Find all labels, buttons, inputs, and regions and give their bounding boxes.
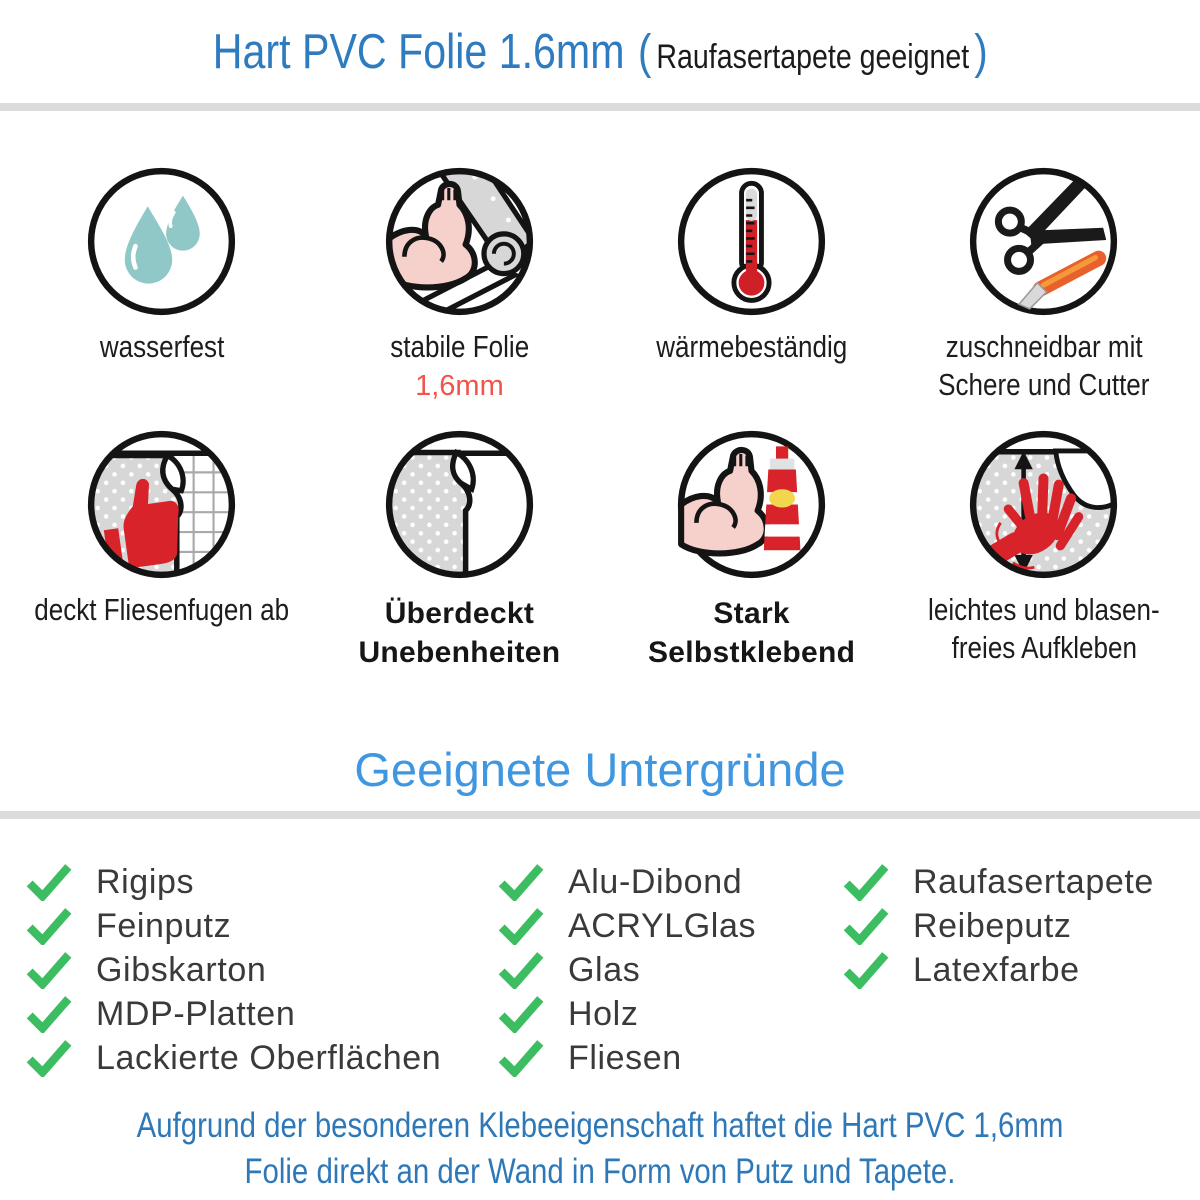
footer-line-1: Aufgrund der besonderen Klebeeigenschaft haftet die Hart PVC 1,6mm	[136, 1105, 1064, 1145]
surface-item	[498, 905, 843, 949]
check-icon	[498, 996, 544, 1033]
title-paren-open: (	[637, 25, 652, 79]
surface-item	[26, 1037, 498, 1081]
divider	[0, 103, 1200, 111]
surface-item	[498, 1037, 843, 1081]
thermometer-icon	[675, 165, 828, 318]
surface-item	[26, 861, 498, 905]
surfaces-column-3	[843, 861, 1200, 1081]
feature-label: Stark	[713, 596, 790, 630]
feature-label: wärmebeständig	[656, 329, 848, 364]
surfaces-column-1	[26, 861, 498, 1081]
hand-smoothing-icon	[967, 428, 1120, 581]
feature-label: stabile Folie	[389, 329, 529, 364]
surface-item	[843, 861, 1200, 905]
footer-note	[0, 1103, 1200, 1195]
check-icon	[26, 952, 72, 989]
feature-label2: Selbstklebend	[648, 635, 856, 669]
check-icon	[26, 864, 72, 901]
feature-label2: freies Aufkleben	[951, 629, 1137, 665]
surface-item	[26, 993, 498, 1037]
feature-label2: Schere und Cutter	[938, 366, 1150, 402]
muscle-glue-icon	[675, 428, 828, 581]
surface-label: Holz	[568, 995, 639, 1034]
feature-fliesenfugen	[10, 428, 313, 672]
title-paren-close: )	[974, 25, 988, 79]
feature-label: wasserfest	[99, 329, 224, 364]
surface-label: Rigips	[96, 863, 195, 902]
surface-item	[498, 949, 843, 993]
water-drops-icon	[85, 165, 238, 318]
check-icon	[498, 864, 544, 901]
feature-aufkleben	[898, 428, 1190, 672]
muscle-foil-icon	[383, 165, 536, 318]
feature-grid	[0, 111, 1200, 672]
check-icon	[26, 1040, 72, 1077]
surface-label: Reibeputz	[913, 907, 1072, 946]
check-icon	[843, 864, 889, 901]
feature-thickness-label: 1,6mm	[415, 369, 504, 402]
check-icon	[498, 952, 544, 989]
surface-item	[843, 905, 1200, 949]
section-title: Geeignete Untergründe	[354, 742, 846, 796]
footer-line-2: Folie direkt an der Wand in Form von Putz und Tapete.	[244, 1152, 956, 1192]
feature-label: deckt Fliesenfugen ab	[34, 591, 290, 627]
page-title	[0, 0, 1200, 103]
surface-item	[26, 949, 498, 993]
surface-label: Latexfarbe	[913, 951, 1080, 990]
check-icon	[843, 952, 889, 989]
surface-label: Fliesen	[568, 1039, 682, 1078]
check-icon	[26, 908, 72, 945]
feature-selbstklebend	[606, 428, 898, 672]
check-icon	[843, 908, 889, 945]
feature-unebenheiten	[313, 428, 605, 672]
feature-label2: Unebenheiten	[358, 635, 561, 669]
surface-label: ACRYLGlas	[568, 907, 757, 946]
feature-stabile-folie	[313, 111, 605, 403]
scissors-cutter-icon	[967, 165, 1120, 318]
surface-label: Lackierte Oberflächen	[96, 1039, 442, 1078]
surface-label: Alu-Dibond	[568, 863, 743, 902]
surface-label: Feinputz	[96, 907, 232, 946]
foil-fold-icon	[383, 428, 536, 581]
surfaces-list	[0, 861, 1200, 1081]
feature-label: Überdeckt	[384, 596, 535, 630]
surface-label: Glas	[568, 951, 641, 990]
check-icon	[498, 1040, 544, 1077]
feature-label: zuschneidbar mit	[945, 329, 1143, 364]
title-main: Hart PVC Folie 1.6mm	[212, 24, 625, 79]
divider	[0, 811, 1200, 819]
feature-waermebestaendig	[606, 111, 898, 403]
surfaces-column-2	[498, 861, 843, 1081]
check-icon	[26, 996, 72, 1033]
feature-wasserfest	[10, 111, 313, 403]
surface-item	[843, 949, 1200, 993]
surface-item	[26, 905, 498, 949]
surface-label: Gibskarton	[96, 951, 267, 990]
tile-joints-foil-icon	[85, 428, 238, 581]
surface-label: Raufasertapete	[913, 863, 1154, 902]
title-subtitle: Raufasertapete geeignet	[656, 37, 969, 76]
feature-label: leichtes und blasen-	[928, 591, 1160, 627]
surface-label: MDP-Platten	[96, 995, 296, 1034]
surface-item	[498, 993, 843, 1037]
feature-zuschneidbar	[898, 111, 1190, 403]
check-icon	[498, 908, 544, 945]
surface-item	[498, 861, 843, 905]
